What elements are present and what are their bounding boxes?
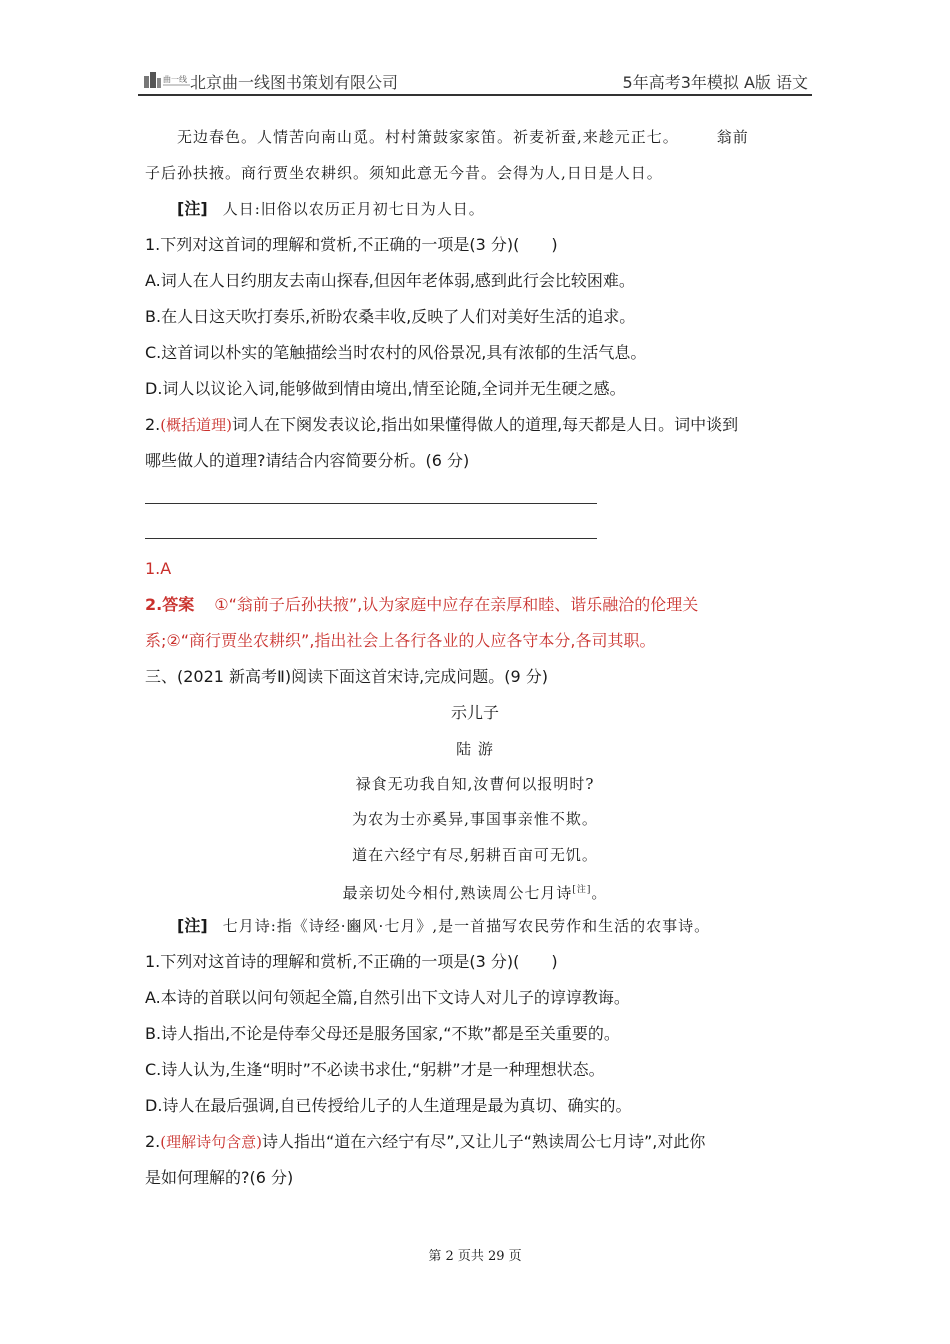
section-3-heading: 三、(2021 新高考Ⅱ)阅读下面这首宋诗,完成问题。(9 分): [145, 667, 549, 686]
question-1-option-c: C.这首词以朴实的笔触描绘当时农村的风俗景况,具有浓郁的生活气息。: [145, 343, 647, 362]
answer-line-1: [145, 503, 597, 504]
poem2-line3: 道在六经宁有尽,躬耕百亩可无饥。: [352, 846, 598, 864]
poem1-line2: 子后孙扶掖。商行贾坐农耕织。须知此意无今昔。会得为人,日日是人日。: [145, 164, 663, 182]
question-1-stem: 1.下列对这首词的理解和赏析,不正确的一项是(3 分)( ): [145, 235, 558, 254]
question-3-option-c: C.诗人认为,生逢“明时”不必读书求仕,“躬耕”才是一种理想状态。: [145, 1060, 605, 1079]
poem2-line4: 最亲切处今相付,熟读周公七月诗[注]。: [342, 884, 608, 902]
poem2-line2: 为农为士亦奚异,事国事亲惟不欺。: [352, 810, 598, 828]
question-3-option-b: B.诗人指出,不论是侍奉父母还是服务国家,“不欺”都是至关重要的。: [145, 1024, 620, 1043]
poem1-line1: 无边春色。人情苦向南山觅。村村箫鼓家家笛。祈麦祈蚕,来趁元正七。 翁前: [177, 128, 749, 146]
page-header: [138, 66, 812, 96]
answer-2-line1: 2.答案 ①“翁前子后孙扶掖”,认为家庭中应存在亲厚和睦、谐乐融洽的伦理关: [145, 595, 699, 614]
svg-text:曲一线: 曲一线: [163, 75, 187, 84]
question-3-option-d: D.诗人在最后强调,自已传授给儿子的人生道理是最为真切、确实的。: [145, 1096, 632, 1115]
question-3-option-a: A.本诗的首联以问句领起全篇,自然引出下文诗人对儿子的谆谆教诲。: [145, 988, 630, 1007]
poem1-note: [注] 人日:旧俗以农历正月初七日为人日。: [177, 199, 485, 218]
question-4-tag: (理解诗句含意): [160, 1133, 262, 1151]
question-1-option-d: D.词人以议论入词,能够做到情由境出,情至论随,全词并无生硬之感。: [145, 379, 626, 398]
publisher-name: 北京曲一线图书策划有限公司: [190, 73, 399, 92]
answer-line-2: [145, 538, 597, 539]
poem2-note: [注] 七月诗:指《诗经·豳风·七月》,是一首描写农民劳作和生活的农事诗。: [177, 916, 711, 935]
question-4-line1: 2.(理解诗句含意)诗人指出“道在六经宁有尽”,又让儿子“熟读周公七月诗”,对此你: [145, 1132, 706, 1151]
answer-1: 1.A: [145, 559, 172, 578]
question-2-line2: 哪些做人的道理?请结合内容简要分析。(6 分): [145, 451, 470, 470]
page-number: 第 2 页共 29 页: [428, 1249, 522, 1264]
question-1-option-a: A.词人在人日约朋友去南山探春,但因年老体弱,感到此行会比较困难。: [145, 271, 635, 290]
question-2-line1: 2.(概括道理)词人在下阕发表议论,指出如果懂得做人的道理,每天都是人日。词中谈到: [145, 415, 739, 434]
poem2-line1: 禄食无功我自知,汝曹何以报明时?: [355, 775, 595, 793]
poem2-author: 陆 游: [456, 740, 494, 758]
question-3-stem: 1.下列对这首诗的理解和赏析,不正确的一项是(3 分)( ): [145, 952, 558, 971]
answer-2-line2: 系;②“商行贾坐农耕织”,指出社会上各行各业的人应各守本分,各司其职。: [145, 631, 656, 650]
poem2-title: 示儿子: [450, 703, 499, 722]
publisher-logo-icon: [142, 68, 192, 90]
book-title: 5年高考3年模拟 A版 语文: [622, 73, 808, 92]
question-4-line2: 是如何理解的?(6 分): [145, 1168, 294, 1187]
question-2-tag: (概括道理): [160, 416, 232, 434]
question-1-option-b: B.在人日这天吹打奏乐,祈盼农桑丰收,反映了人们对美好生活的追求。: [145, 307, 636, 326]
